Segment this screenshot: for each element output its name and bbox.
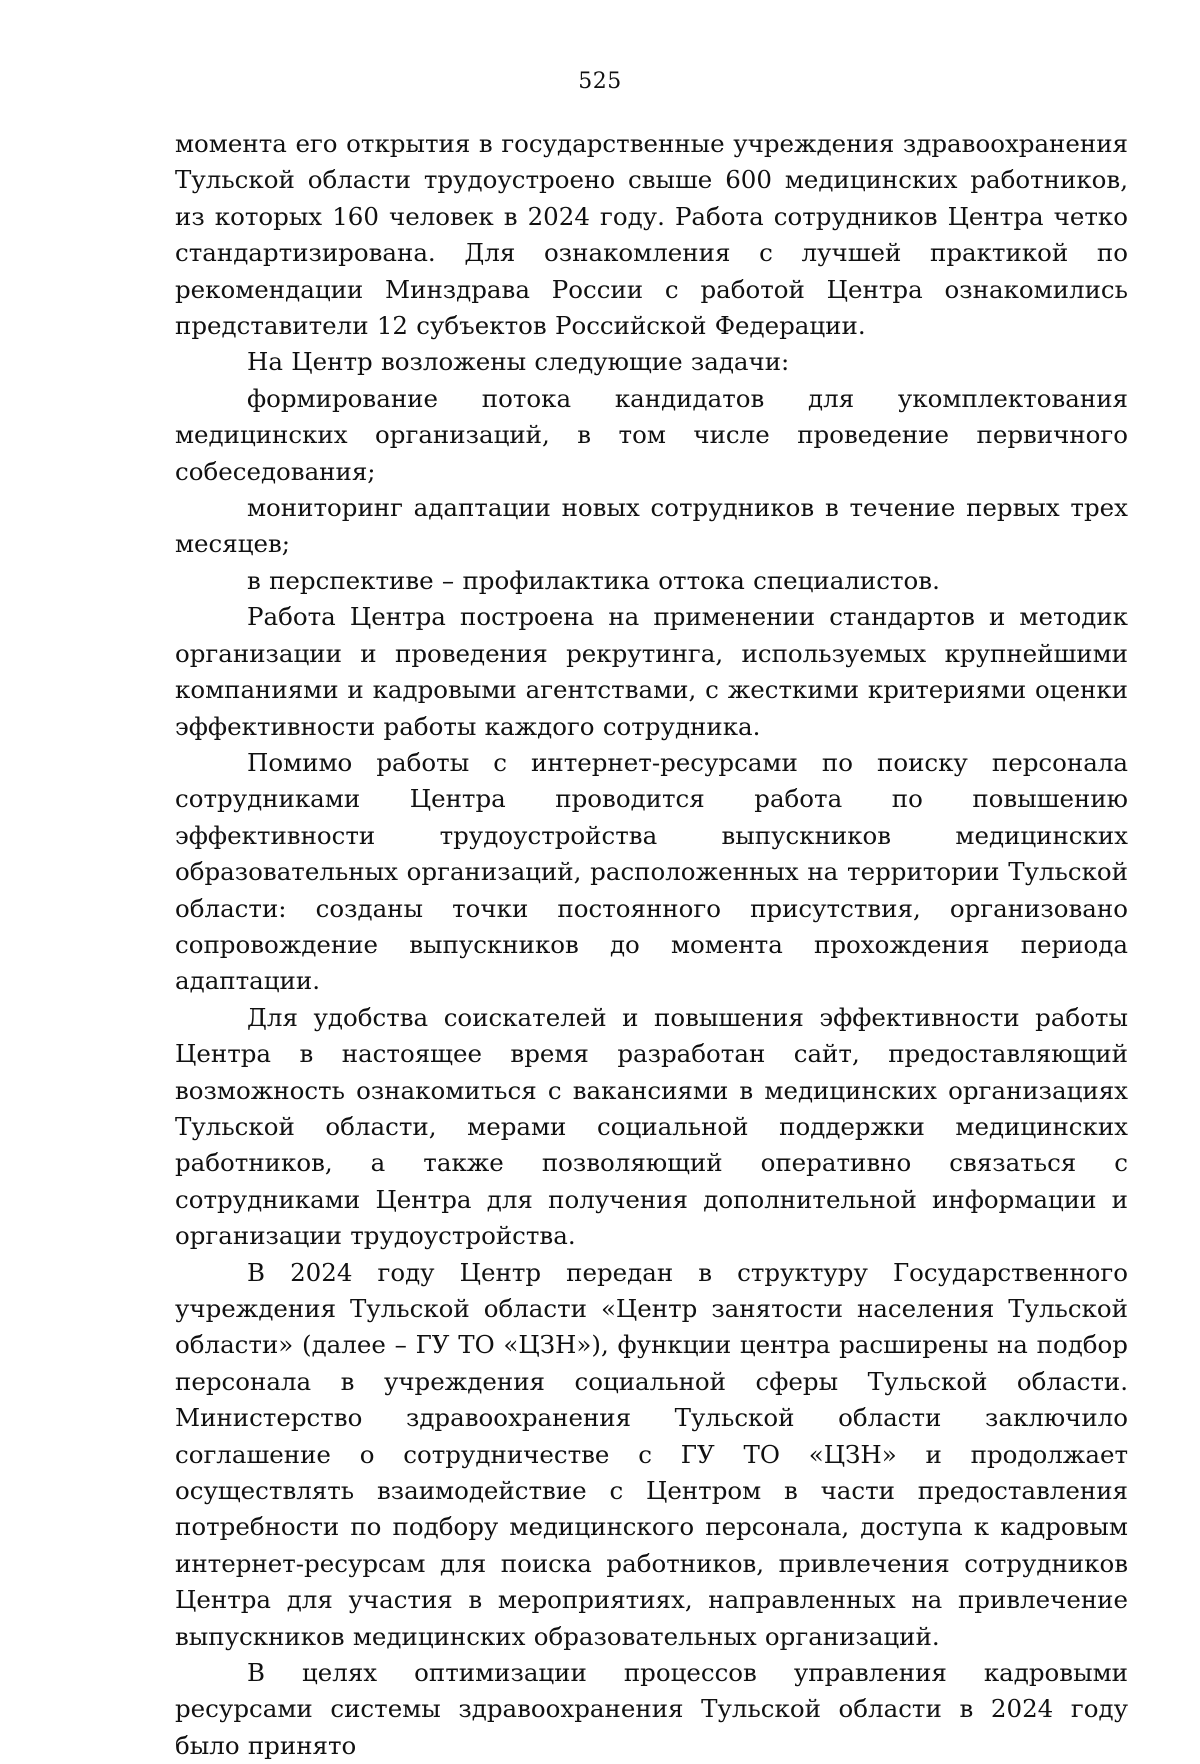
document-body: [175, 126, 1128, 1764]
paragraph-standards: Работа Центра построена на применении стандартов и методик организации и проведения рекрутинга, используемых крупнейшими компаниями и кадровыми агентствами, с жесткими критериями оценки эффективности работы каждого сотрудника.: [175, 602, 1128, 741]
paragraph-tasks-intro: На Центр возложены следующие задачи:: [247, 347, 790, 377]
paragraph-task-2: мониторинг адаптации новых сотрудников в течение первых трех месяцев;: [175, 493, 1128, 559]
paragraph-czn-transfer: В 2024 году Центр передан в структуру Государственного учреждения Тульской области «Центр занятости населения Тульской области» (далее – ГУ ТО «ЦЗН»), функции центра расширены на подбор персонала в учреждения социальной сферы Тульской области. Министерство здравоохранения Тульской области заключило соглашение о сотрудничестве с ГУ ТО «ЦЗН» и продолжает осуществлять взаимодействие с Центром в части предоставления потребности по подбору медицинского персонала, доступа к кадровым интернет-ресурсам для поиска работников, привлечения сотрудников Центра для участия в мероприятиях, направленных на привлечение выпускников медицинских образовательных организаций.: [175, 1257, 1128, 1651]
paragraph-continuation: момента его открытия в государственные учреждения здравоохранения Тульской области трудоустроено свыше 600 медицинских работников, из которых 160 человек в 2024 году. Работа сотрудников Центра четко стандартизирована. Для ознакомления с лучшей практикой по рекомендации Минздрава России с работой Центра ознакомились представители 12 субъектов Российской Федерации.: [175, 129, 1128, 341]
paragraph-task-3: в перспективе – профилактика оттока специалистов.: [247, 565, 940, 595]
paragraph-optimization: В целях оптимизации процессов управления кадровыми ресурсами системы здравоохранения Тульской области в 2024 году было принято: [175, 1658, 1128, 1760]
paragraph-graduates: Помимо работы с интернет-ресурсами по поиску персонала сотрудниками Центра проводится работа по повышению эффективности трудоустройства выпускников медицинских образовательных организаций, расположенных на территории Тульской области: созданы точки постоянного присутствия, организовано сопровождение выпускников до момента прохождения периода адаптации.: [175, 747, 1128, 996]
page-number: 525: [578, 69, 622, 94]
paragraph-task-1: формирование потока кандидатов для укомплектования медицинских организаций, в том числе проведение первичного собеседования;: [175, 383, 1128, 486]
paragraph-website: Для удобства соискателей и повышения эффективности работы Центра в настоящее время разработан сайт, предоставляющий возможность ознакомиться с вакансиями в медицинских организациях Тульской области, мерами социальной поддержки медицинских работников, а также позволяющий оперативно связаться с сотрудниками Центра для получения дополнительной информации и организации трудоустройства.: [175, 1002, 1128, 1251]
